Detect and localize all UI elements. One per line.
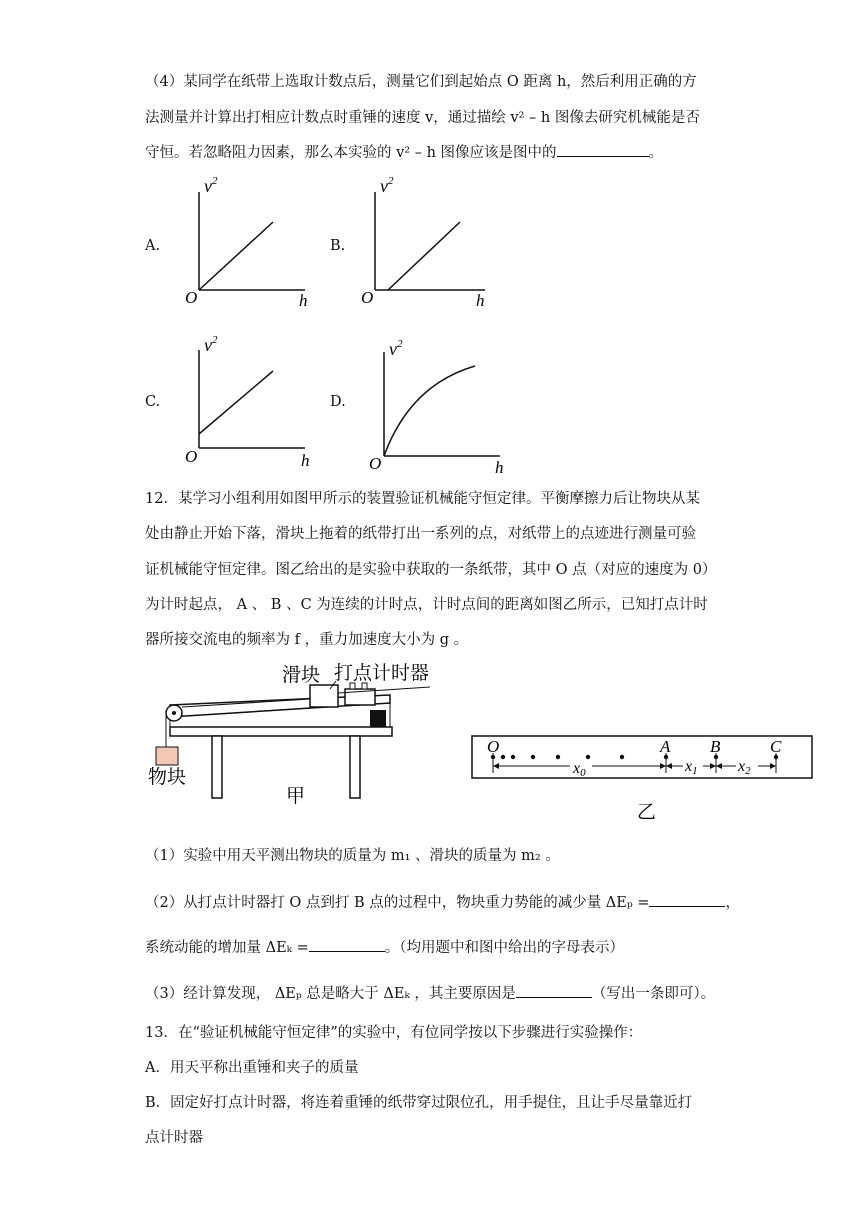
svg-text:A: A bbox=[660, 737, 671, 756]
svg-text:v2: $v^2$ bbox=[380, 175, 394, 196]
q13-step-a: A．用天平称出重锤和夹子的质量 bbox=[145, 1060, 359, 1076]
figure-jia-caption: 甲 bbox=[286, 786, 306, 807]
svg-text:O: O bbox=[487, 737, 500, 756]
q12-sub3: （3）经计算发现， ΔEₚ 总是略大于 ΔEₖ ，其主要原因是 （写出一条即可）。 bbox=[145, 982, 715, 1003]
q13-step-b-line2: 点计时器 bbox=[145, 1130, 203, 1146]
svg-text:O: O bbox=[185, 288, 198, 307]
answer-blank bbox=[309, 937, 385, 952]
line-x-intercept bbox=[388, 222, 460, 290]
q12-line5: 器所接交流电的频率为 f ，重力加速度大小为 g 。 bbox=[145, 632, 469, 648]
graph-c bbox=[185, 334, 310, 470]
answer-blank bbox=[649, 892, 725, 907]
curve-concave bbox=[384, 366, 475, 456]
svg-text:C: C bbox=[770, 737, 782, 756]
q13-step-b-line1: B．固定好打点计时器，将连着重锤的纸带穿过限位孔，用手提住，且让手尽量靠近打 bbox=[145, 1095, 693, 1111]
q12-sub2-line2: 系统动能的增加量 ΔEₖ = 。（均用题中和图中给出的字母表示） bbox=[145, 936, 624, 957]
answer-blank bbox=[516, 983, 592, 998]
q11-4-line3-end: 。 bbox=[648, 145, 664, 161]
svg-text:O: O bbox=[185, 447, 198, 466]
line-y-intercept bbox=[199, 371, 273, 434]
q12-line2: 处由静止开始下落，滑块上拖着的纸带打出一系列的点，对纸带上的点迹进行测量可验 bbox=[145, 526, 696, 542]
svg-text:v2: $v^2$ bbox=[204, 175, 218, 196]
svg-text:h: h bbox=[299, 291, 308, 310]
svg-text:v2: $v^2$ bbox=[389, 338, 403, 359]
option-graphs bbox=[0, 0, 860, 480]
svg-text:v2: $v^2$ bbox=[204, 334, 218, 355]
graph-b bbox=[361, 175, 485, 310]
svg-text:h: h bbox=[495, 458, 504, 477]
q12-line4: 为计时起点， A 、 B 、C 为连续的计时点，计时点间的距离如图乙所示，已知打点计时 bbox=[145, 597, 708, 613]
svg-text:x0: x0 bbox=[573, 760, 586, 779]
option-d-label: D. bbox=[330, 394, 346, 410]
block-label: 物块 bbox=[148, 767, 187, 788]
line-through-origin bbox=[199, 222, 273, 290]
figure-yi-caption: 乙 bbox=[637, 802, 657, 823]
q11-4-line3-text: 守恒。若忽略阻力因素，那么本实验的 v² – h 图像应该是图中的 bbox=[145, 145, 557, 161]
svg-text:x1: x1 bbox=[685, 758, 698, 777]
q13-line1: 13．在“验证机械能守恒定律”的实验中，有位同学按以下步骤进行实验操作： bbox=[145, 1025, 643, 1041]
svg-text:O: O bbox=[361, 288, 374, 307]
q12-line3: 证机械能守恒定律。图乙给出的是实验中获取的一条纸带，其中 O 点（对应的速度为 0） bbox=[145, 562, 717, 578]
svg-text:x2: x2 bbox=[738, 758, 751, 777]
paper-tape-figure bbox=[470, 728, 820, 828]
option-b-label: B. bbox=[330, 238, 346, 254]
graph-a bbox=[185, 175, 308, 310]
graph-d bbox=[369, 338, 504, 477]
option-c-label: C. bbox=[145, 394, 161, 410]
q11-4-line1: （4）某同学在纸带上选取计数点后，测量它们到起始点 O 距离 h，然后利用正确的方 bbox=[145, 74, 697, 90]
hanging-block bbox=[156, 747, 178, 765]
slider bbox=[310, 685, 338, 707]
svg-text:B: B bbox=[710, 737, 721, 756]
option-a-label: A. bbox=[145, 238, 161, 254]
apparatus-figure bbox=[140, 655, 440, 815]
svg-text:h: h bbox=[476, 291, 485, 310]
slider-label: 滑块 bbox=[282, 665, 321, 686]
q12-sub2-line1: （2）从打点计时器打 O 点到打 B 点的过程中，物块重力势能的减少量 ΔEₚ = ， bbox=[145, 891, 740, 912]
q11-4-line2: 法测量并计算出打相应计数点时重锤的速度 v，通过描绘 v² – h 图像去研究机械能是否 bbox=[145, 110, 700, 126]
q12-line1: 12．某学习小组利用如图甲所示的装置验证机械能守恒定律。平衡摩擦力后让物块从某 bbox=[145, 491, 700, 507]
svg-text:h: h bbox=[301, 451, 310, 470]
q12-sub1: （1）实验中用天平测出物块的质量为 m₁ 、滑块的质量为 m₂ 。 bbox=[145, 848, 560, 864]
timer-label: 打点计时器 bbox=[334, 663, 430, 684]
svg-text:O: O bbox=[369, 454, 382, 473]
